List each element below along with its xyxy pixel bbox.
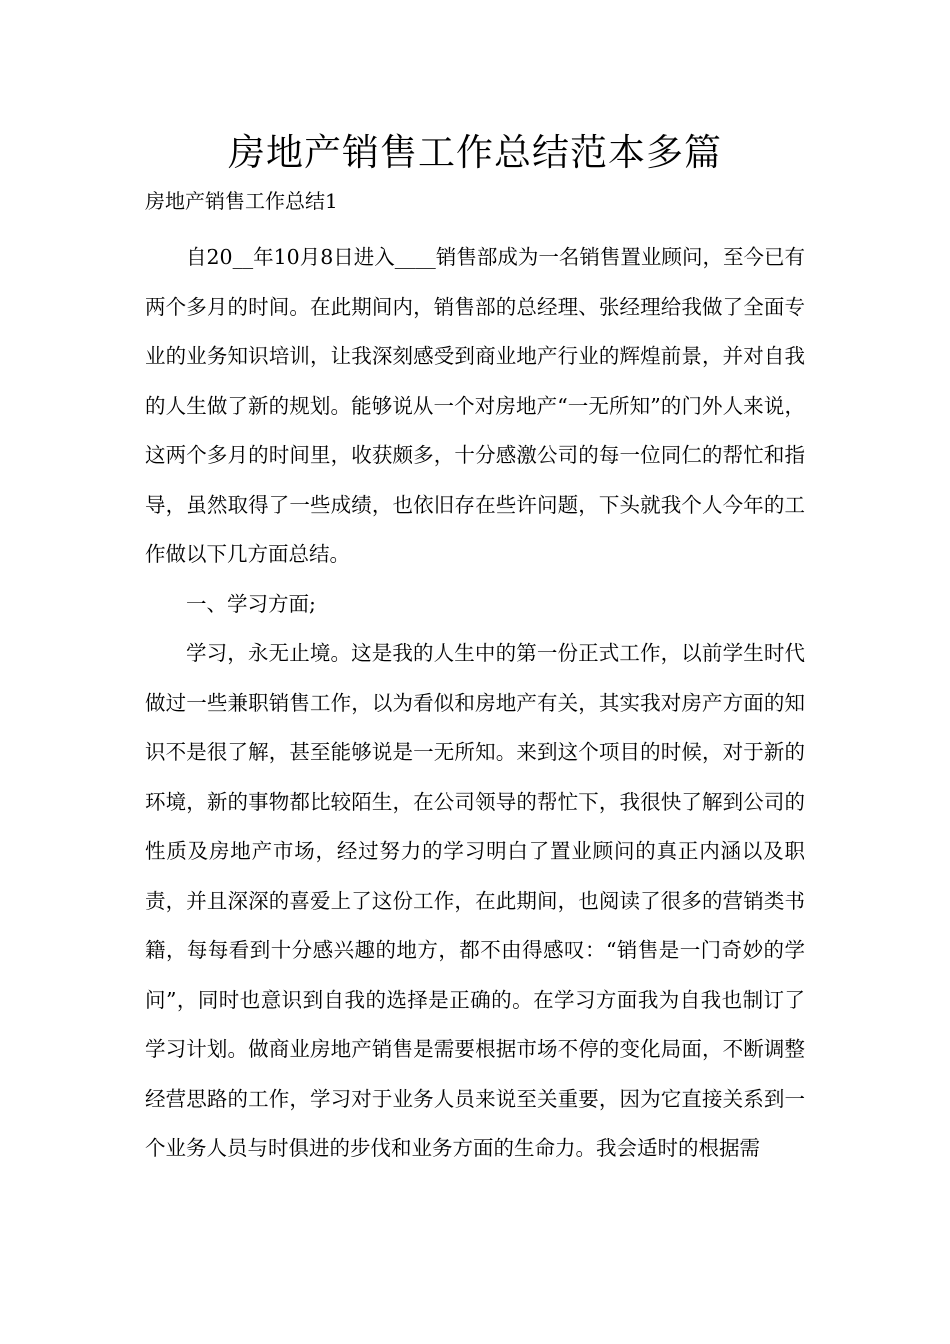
paragraph-intro: 自20__年10月8日进入____销售部成为一名销售置业顾问，至今已有两个多月的时间。在此期间内，销售部的总经理、张经理给我做了全面专业的业务知识培训，让我深刻感受到商业地产行业的辉煌前景，并对自我的人生做了新的规划。能够说从一个对房地产“一无所知”的门外人来说，这两个多月的时间里，收获颇多，十分感激公司的每一位同仁的帮忙和指导，虽然取得了一些成绩，也依旧存在些许问题，下头就我个人今年的工作做以下几方面总结。 bbox=[145, 245, 805, 566]
paragraph-study: 学习，永无止境。这是我的人生中的第一份正式工作，以前学生时代做过一些兼职销售工作，以为看似和房地产有关，其实我对房产方面的知识不是很了解，甚至能够说是一无所知。来到这个项目的时候，对于新的环境，新的事物都比较陌生，在公司领导的帮忙下，我很快了解到公司的性质及房地产市场，经过努力的学习明白了置业顾问的真正内涵以及职责，并且深深的喜爱上了这份工作，在此期间，也阅读了很多的营销类书籍，每每看到十分感兴趣的地方，都不由得感叹：“销售是一门奇妙的学问”，同时也意识到自我的选择是正确的。在学习方面我为自我也制订了学习计划。做商业房地产销售是需要根据市场不停的变化局面，不断调整经营思路的工作，学习对于业务人员来说至关重要，因为它直接关系到一个业务人员与时俱进的步伐和业务方面的生命力。我会适时的根据需 bbox=[145, 641, 805, 1160]
paragraph-heading-study: 一、学习方面; bbox=[186, 591, 316, 616]
document-body bbox=[145, 233, 805, 1174]
section-subtitle: 房地产销售工作总结1 bbox=[145, 189, 338, 213]
document-title: 房地产销售工作总结范本多篇 bbox=[228, 131, 722, 174]
